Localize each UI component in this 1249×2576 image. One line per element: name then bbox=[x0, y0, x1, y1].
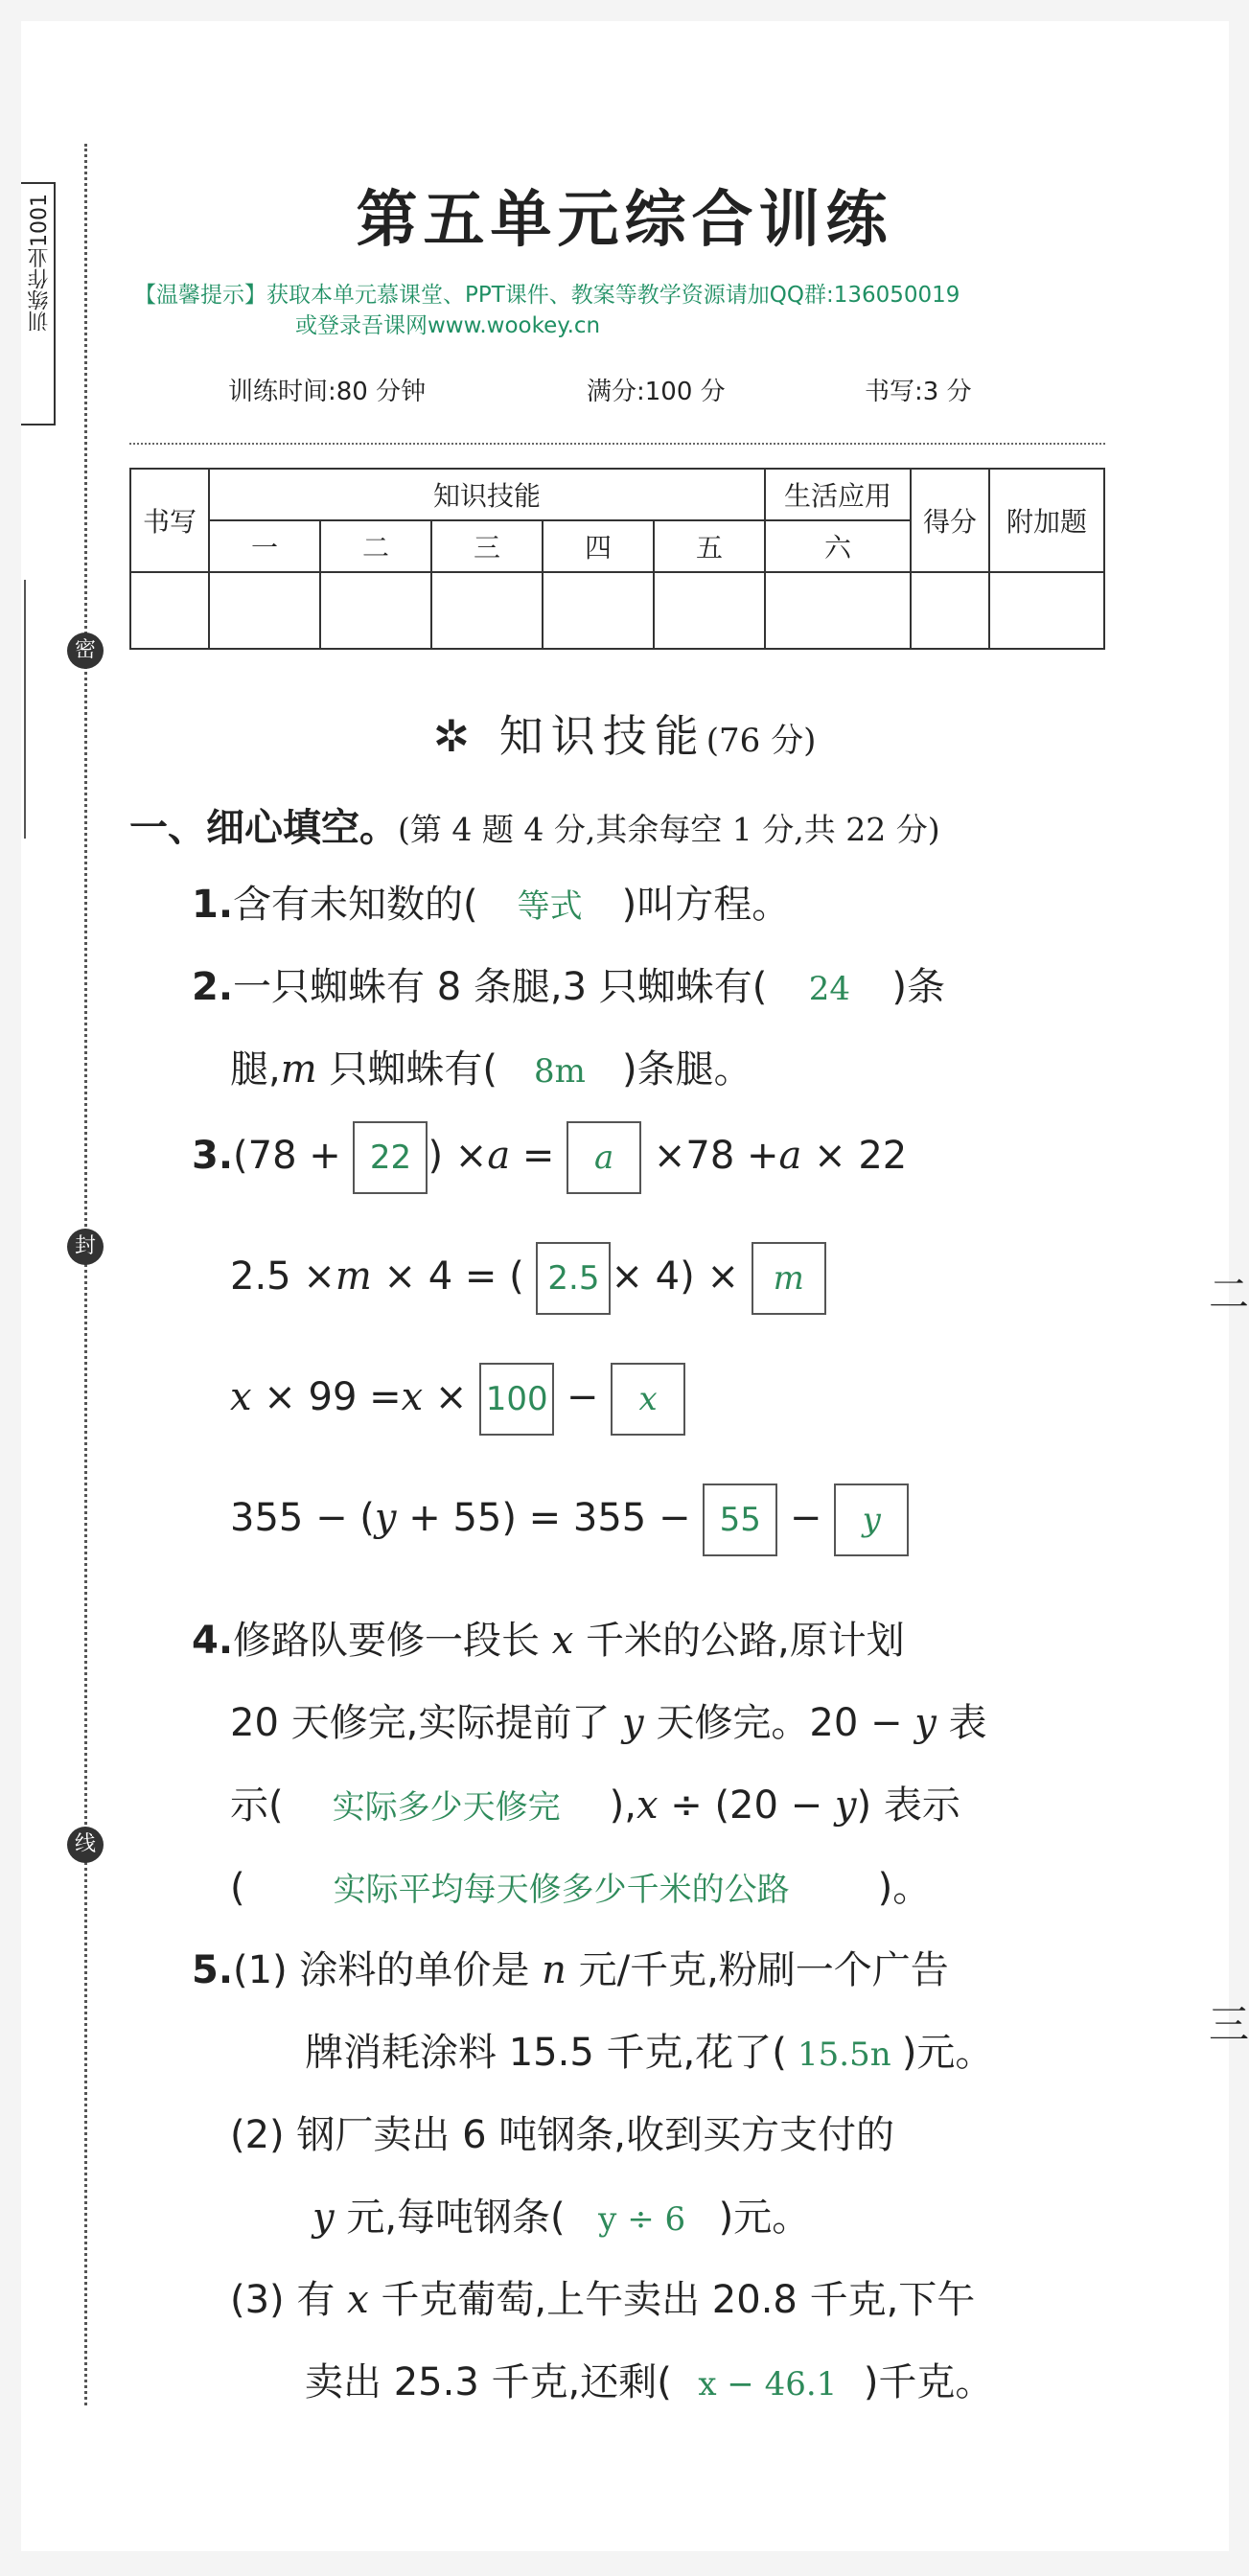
answer-1: 等式 bbox=[517, 887, 583, 926]
score-header-extra: 附加题 bbox=[989, 469, 1104, 572]
section-name: 知识技能 bbox=[498, 710, 706, 762]
score-col-3: 三 bbox=[431, 520, 543, 572]
score-cell bbox=[911, 572, 989, 649]
answer-box: 55 bbox=[703, 1484, 777, 1556]
tip-line-2: 或登录吾课网www.wookey.cn bbox=[295, 313, 601, 338]
meta-time: 训练时间:80 分钟 bbox=[228, 378, 427, 406]
side-mark-three: 三 bbox=[1208, 2001, 1249, 2048]
item-5-2-line-1: (2) 钢厂卖出 6 吨钢条,收到买方支付的 bbox=[230, 2113, 894, 2157]
score-col-1: 一 bbox=[209, 520, 320, 572]
item-3-row-1: 3.(78 + 22 ) ×a = a ×78 +a × 22 bbox=[192, 1121, 907, 1194]
score-cell bbox=[543, 572, 654, 649]
score-header-life: 生活应用 bbox=[765, 469, 911, 520]
score-col-4: 四 bbox=[543, 520, 654, 572]
item-4-line-1: 4.修路队要修一段长 x 千米的公路,原计划 bbox=[192, 1619, 905, 1663]
side-mark-two: 二 bbox=[1208, 1271, 1249, 1318]
item-3-row-2: 2.5 ×m × 4 = ( 2.5 × 4) × m bbox=[230, 1242, 826, 1315]
score-cell bbox=[130, 572, 209, 649]
score-header-score: 得分 bbox=[911, 469, 989, 572]
score-table bbox=[129, 468, 1105, 650]
item-5-1-line-1: 5.(1) 涂料的单价是 n 元/千克,粉刷一个广告 bbox=[192, 1948, 949, 1992]
tip-text bbox=[134, 280, 960, 341]
score-cell bbox=[320, 572, 431, 649]
item-1: 1.含有未知数的( 等式 )叫方程。 bbox=[192, 874, 790, 929]
seal-feng: 封 bbox=[67, 1229, 104, 1265]
seal-xian: 线 bbox=[67, 1827, 104, 1863]
seal-mi: 密 bbox=[67, 632, 104, 669]
binding-dotted-line bbox=[84, 144, 87, 2405]
star-icon: ✲ bbox=[432, 710, 478, 762]
answer-5c: x − 46.1 bbox=[698, 2365, 838, 2404]
score-cell bbox=[989, 572, 1104, 649]
answer-box: 100 bbox=[479, 1363, 554, 1436]
score-col-6: 六 bbox=[765, 520, 911, 572]
item-4-line-2: 20 天修完,实际提前了 y 天修完。20 − y 表 bbox=[230, 1701, 987, 1745]
divider bbox=[129, 443, 1105, 445]
score-cell bbox=[431, 572, 543, 649]
score-col-5: 五 bbox=[654, 520, 765, 572]
answer-2b: 8m bbox=[534, 1052, 586, 1091]
item-5-3-line-2: 卖出 25.3 千克,还剩( x − 46.1 )千克。 bbox=[305, 2360, 994, 2404]
answer-4a: 实际多少天修完 bbox=[332, 1788, 561, 1827]
binding-label: 训练作业1001 bbox=[21, 182, 56, 426]
tip-line-1: 【温馨提示】获取本单元慕课堂、PPT课件、教案等教学资源请加QQ群:136050019 bbox=[134, 283, 960, 308]
item-5-1-line-2: 牌消耗涂料 15.5 千克,花了( 15.5n )元。 bbox=[305, 2031, 994, 2075]
item-5-2-line-2: y 元,每吨钢条( y ÷ 6 )元。 bbox=[312, 2196, 811, 2240]
item-2-line-2: 腿,m 只蜘蛛有( 8m )条腿。 bbox=[230, 1047, 752, 1092]
item-4-line-3: 示( 实际多少天修完 ),x ÷ (20 − y) 表示 bbox=[230, 1775, 960, 1829]
score-cell bbox=[209, 572, 320, 649]
answer-box: m bbox=[752, 1242, 826, 1315]
score-header-knowledge: 知识技能 bbox=[209, 469, 765, 520]
answer-box: x bbox=[611, 1363, 685, 1436]
item-4-line-4: ( 实际平均每天修多少千米的公路 )。 bbox=[230, 1857, 931, 1912]
item-3-row-4: 355 − (y + 55) = 355 − 55 − y bbox=[230, 1484, 909, 1556]
item-3-row-3: x × 99 =x × 100 − x bbox=[230, 1363, 685, 1436]
item-2-line-1: 2.一只蜘蛛有 8 条腿,3 只蜘蛛有( 24 )条 bbox=[192, 965, 946, 1009]
meta-full-score: 满分:100 分 bbox=[587, 378, 726, 406]
page-title: 第五单元综合训练 bbox=[356, 185, 893, 256]
item-5-3-line-1: (3) 有 x 千克葡萄,上午卖出 20.8 千克,下午 bbox=[230, 2278, 976, 2322]
answer-box: a bbox=[567, 1121, 641, 1194]
answer-box: 22 bbox=[353, 1121, 428, 1194]
question-1-heading: 一、细心填空。(第 4 题 4 分,其余每空 1 分,共 22 分) bbox=[129, 806, 940, 850]
score-col-2: 二 bbox=[320, 520, 431, 572]
score-cell bbox=[654, 572, 765, 649]
section-points: (76 分) bbox=[705, 722, 817, 760]
answer-5a: 15.5n bbox=[798, 2036, 891, 2074]
answer-5b: y ÷ 6 bbox=[598, 2200, 686, 2239]
answer-box: y bbox=[834, 1484, 909, 1556]
meta-writing: 书写:3 分 bbox=[865, 378, 972, 406]
answer-2a: 24 bbox=[808, 970, 851, 1008]
section-heading bbox=[0, 702, 1249, 765]
answer-box: 2.5 bbox=[536, 1242, 611, 1315]
score-cell bbox=[765, 572, 911, 649]
score-header-writing: 书写 bbox=[130, 469, 209, 572]
answer-4b: 实际平均每天修多少千米的公路 bbox=[333, 1871, 790, 1909]
